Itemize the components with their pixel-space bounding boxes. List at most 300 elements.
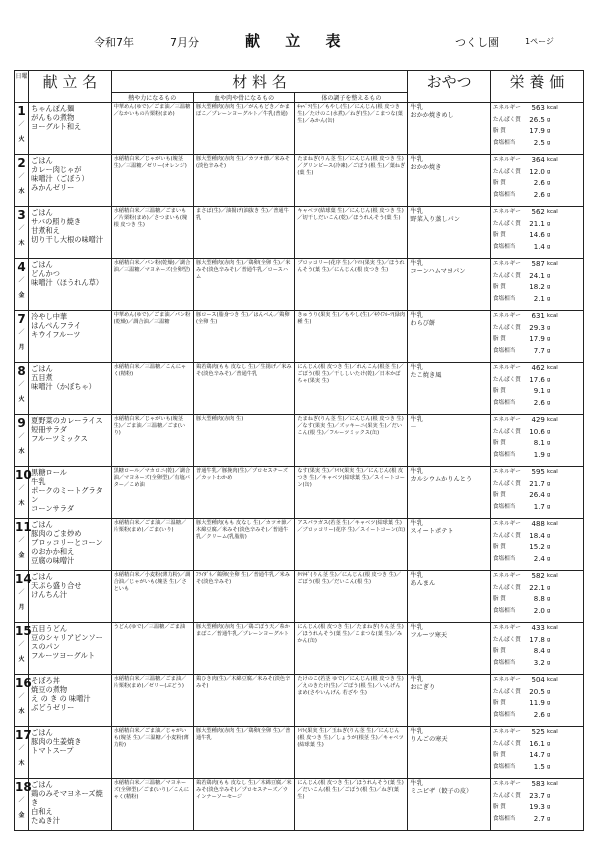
day-row	[15, 519, 584, 571]
ingredients-yellow: ﾌﾗｲﾀﾞﾈ／鶏卵(全卵 生)／普通牛乳／米みそ(淡色辛みそ)	[194, 571, 295, 623]
day-cell	[15, 571, 32, 623]
nutrient-label: エネルギー	[492, 365, 521, 371]
dish-name: ごはん	[31, 260, 53, 269]
nutrient-unit: g	[546, 804, 551, 810]
nutrient-unit: g	[546, 272, 551, 279]
nutrient-value: 19.3	[529, 803, 545, 811]
nutrient-row	[491, 623, 583, 635]
nutrient-unit: g	[546, 232, 551, 238]
dish-name: 豆腐の味噌汁	[31, 556, 75, 565]
nutrient-label: エネルギー	[492, 157, 521, 163]
nutrient-value: 17.9	[529, 335, 545, 343]
nutrient-unit: g	[546, 544, 551, 550]
nutrition-cell	[490, 623, 583, 675]
nutrient-value: 8.4	[533, 647, 545, 655]
ingredients-green: なす(果実 生)／ﾄﾏﾄ(果実 生)／にんじん(根 皮つき 生)／キャベツ(結球葉 生)／スイートコーン(缶)	[295, 467, 408, 519]
nutrient-label: 食塩相当	[492, 399, 516, 406]
day-number: 3	[17, 208, 26, 222]
nutrition-cell	[490, 519, 583, 571]
nutrient-label: たんぱく質	[492, 792, 521, 799]
day-number: 1	[17, 104, 26, 118]
nutrient-label: 脂 質	[492, 440, 506, 446]
day-row	[15, 623, 584, 675]
dish-name: がんもの煮物	[31, 113, 75, 122]
nutrition-cell	[490, 311, 583, 363]
nutrient-label: たんぱく質	[492, 688, 521, 695]
nutrient-value: 8.8	[533, 595, 545, 603]
col-header-day: 日曜	[15, 71, 29, 103]
nutrient-row	[491, 531, 583, 543]
nutrient-value: 16.1	[529, 739, 545, 748]
nutrient-row	[491, 646, 583, 658]
nutrient-unit: kcal	[546, 677, 558, 683]
nutrient-row	[491, 363, 583, 375]
day-row	[15, 207, 584, 259]
day-number: 18	[15, 780, 32, 794]
dish-name: ごはん	[31, 156, 53, 165]
nutrient-row	[491, 467, 583, 479]
nutrient-unit: g	[546, 659, 551, 666]
dish-name: サバの照り焼き	[31, 217, 82, 226]
nutrient-label: 食塩相当	[492, 555, 516, 562]
nutrient-label: 食塩相当	[492, 191, 516, 198]
dish-name: 黒糖ロール	[31, 468, 67, 477]
dish-name: ごはん	[31, 208, 53, 217]
nutrient-value: 1.9	[533, 450, 545, 459]
ingredients-green: キャベツ(結球葉 生)／にんじん(根 皮つき 生)／切干しだいこん(乾)／ほうれんそう(葉 生)	[295, 207, 408, 259]
ingredients-green: たけのこ(若茎 ゆで)／にんじん(根 皮つき 生)／えのきたけ(生)／ごぼう(根 生)／いんげんまめ(さやいんげん 若ざや 生)	[295, 675, 408, 727]
dish-name: キウイフルーツ	[31, 330, 81, 339]
nutrient-unit: g	[546, 388, 551, 394]
nutrient-value: 14.7	[529, 751, 545, 759]
nutrient-row	[491, 155, 583, 167]
weekday: 月	[18, 604, 25, 611]
nutrient-value: 595	[531, 468, 545, 476]
nutrition-cell	[490, 155, 583, 207]
nutrient-unit: g	[546, 596, 551, 602]
nutrient-value: 11.9	[529, 699, 545, 707]
dish-name: コーンサラダ	[31, 504, 75, 513]
nutrient-label: エネルギー	[492, 781, 521, 787]
nutrition-cell	[490, 415, 583, 467]
dish-name: 味噌汁（ごぼう）	[31, 174, 89, 183]
nutrient-unit: kcal	[546, 209, 558, 215]
dish-cell	[29, 675, 111, 727]
ingredients-red: 黒糖ロール／マカロニ(乾)／調合油／マヨネーズ(全卵型)／有塩バター／こめ油	[111, 467, 193, 519]
dish-cell	[29, 571, 111, 623]
nutrition-cell	[490, 571, 583, 623]
nutrient-value: 18.2	[529, 283, 545, 291]
nutrient-label: エネルギー	[492, 573, 521, 579]
nutrient-unit: g	[546, 700, 551, 706]
ingredients-green: ｷｬﾍﾞﾂ(生)／もやし(生)／にんじん(根 皮つき 生)／たけのこ(水煮)／ねぎ(生)／こまつな(葉 生)／みかん(缶)	[295, 103, 408, 155]
nutrient-value: 1.4	[533, 242, 545, 251]
dish-name: 白和え	[31, 807, 53, 816]
nutrient-label: たんぱく質	[492, 480, 521, 487]
nutrient-row	[491, 282, 583, 294]
nutrient-row	[491, 814, 583, 826]
day-cell	[15, 727, 32, 779]
day-separator: ／	[18, 277, 25, 284]
nutrient-value: 2.6	[533, 179, 545, 187]
nutrient-row	[491, 178, 583, 190]
nutrient-row	[491, 750, 583, 762]
nutrient-label: 脂 質	[492, 388, 506, 394]
nutrient-value: 8.1	[533, 439, 545, 447]
day-row	[15, 675, 584, 727]
nutrient-label: エネルギー	[492, 417, 521, 423]
nutrient-unit: g	[546, 532, 551, 539]
nutrient-unit: g	[546, 376, 551, 383]
nutrient-unit: g	[546, 555, 551, 562]
nutrient-value: 15.2	[529, 543, 545, 551]
dish-name: ぶどうゼリー	[31, 703, 75, 712]
nutrient-row	[491, 259, 583, 271]
ingredients-red: 水稲精白米／小麦粉(薄力粉)／調合油／じゃがいも(塊茎 生)／さといも	[111, 571, 193, 623]
weekday: 月	[18, 344, 25, 351]
nutrient-value: 562	[531, 208, 545, 216]
nutrient-label: たんぱく質	[492, 532, 521, 539]
nutrient-row	[491, 415, 583, 427]
nutrient-unit: g	[546, 688, 551, 695]
nutrient-label: エネルギー	[492, 313, 521, 319]
nutrient-row	[491, 346, 583, 358]
dish-name: 豚肉のごま炒め	[31, 529, 82, 538]
ingredients-yellow: 鶏若鶏肉(もも 皮なし 生)／木綿豆腐／米みそ(淡色辛みそ)／プロセスチーズ／ウインナーソーセージ	[194, 779, 295, 831]
nutrient-value: 2.7	[533, 814, 545, 823]
ingredients-yellow: 豚大型種肉(赤肉 生)／鶏卵(全卵 生)／普通牛乳	[194, 727, 295, 779]
dish-name: けんちん汁	[31, 590, 68, 599]
snack-cell: 牛乳 おかか焼きめし	[408, 103, 490, 155]
day-separator: ／	[18, 433, 25, 440]
weekday: 木	[18, 500, 25, 507]
snack-cell: 牛乳 フルーツ寒天	[408, 623, 490, 675]
nutrient-label: 脂 質	[492, 284, 506, 290]
nutrient-unit: kcal	[546, 625, 558, 631]
nutrient-label: たんぱく質	[492, 272, 521, 279]
day-cell	[15, 311, 29, 363]
nutrient-value: 20.5	[529, 687, 545, 696]
nutrient-row	[491, 583, 583, 595]
nutrient-unit: kcal	[546, 365, 558, 371]
ingredients-yellow: 豚ロース(脂身つき 生)／はんぺん／鶏卵(全卵 生)	[194, 311, 295, 363]
ingredients-red: 水稲精白米／ごま油／じゃがいも(塊茎 生)／三温糖／小麦粉(薄力粉)	[111, 727, 193, 779]
nutrient-row	[491, 375, 583, 387]
snack-cell: 牛乳 あんまん	[408, 571, 490, 623]
nutrient-unit: g	[546, 347, 551, 354]
nutrient-value: 525	[531, 728, 545, 736]
nutrient-value: 631	[531, 312, 545, 320]
nutrient-row	[491, 219, 583, 231]
ingredients-yellow: 鶏若鶏肉(もも 皮なし 生)／生揚げ／米みそ(淡色辛みそ)／普通牛乳	[194, 363, 295, 415]
nutrient-unit: g	[546, 220, 551, 227]
nutrient-row	[491, 727, 583, 739]
nutrient-unit: kcal	[546, 729, 558, 735]
nutrient-unit: g	[546, 128, 551, 134]
dish-name: 夏野菜のカレーライス	[31, 416, 103, 425]
day-separator: ／	[18, 745, 25, 752]
nutrient-unit: g	[546, 139, 551, 146]
nutrient-row	[491, 115, 583, 127]
dish-cell	[29, 779, 111, 831]
dish-cell	[29, 727, 111, 779]
nutrient-row	[491, 242, 583, 254]
dish-cell	[29, 363, 111, 415]
nutrient-value: 17.8	[529, 635, 545, 644]
snack-cell: 牛乳 スイートポテト	[408, 519, 490, 571]
day-cell	[15, 519, 32, 571]
nutrient-unit: kcal	[546, 573, 558, 579]
col-header-snack: おやつ	[408, 71, 490, 103]
ingredients-green: にんじん(根 皮つき 生)／れんこん(根茎 生)／ごぼう(根 生)／干ししいたけ(乾)／日本かぼちゃ(果実 生)	[295, 363, 408, 415]
dish-name: 冷やし中華	[31, 312, 68, 321]
nutrient-row	[491, 450, 583, 462]
nutrient-unit: g	[546, 503, 551, 510]
nutrient-label: 食塩相当	[492, 659, 516, 666]
nutrient-label: 食塩相当	[492, 607, 516, 614]
nutrient-row	[491, 779, 583, 791]
ingredients-red: 水稲精白米／三温糖／マヨネーズ(全卵型)／ごま(いり)／こんにゃく(精粉)	[111, 779, 193, 831]
day-number: 7	[17, 312, 26, 326]
nutrient-label: たんぱく質	[492, 376, 521, 383]
day-number: 9	[17, 416, 26, 430]
nutrient-value: 7.7	[533, 346, 545, 355]
nutrient-row	[491, 710, 583, 722]
nutrient-row	[491, 675, 583, 687]
day-cell	[15, 675, 32, 727]
nutrient-row	[491, 490, 583, 502]
nutrient-unit: g	[546, 284, 551, 290]
nutrient-row	[491, 167, 583, 179]
day-row	[15, 415, 584, 467]
dish-name: え の き の 味噌汁	[31, 694, 91, 703]
nutrient-row	[491, 103, 583, 115]
day-row	[15, 103, 584, 155]
nutrient-unit: g	[546, 492, 551, 498]
nutrient-value: 2.1	[533, 294, 545, 303]
ingredients-yellow: 豚大型種肉(赤肉 生)／鶏卵(全卵 生)／米みそ(淡色辛みそ)／普通牛乳／ロースハム	[194, 259, 295, 311]
nutrient-row	[491, 791, 583, 803]
dish-name: 豚肉の生姜焼き	[31, 737, 82, 746]
dish-name: 鶏のみそマヨネーズ焼き	[31, 789, 103, 807]
ingredients-yellow: 豚大型種肉(赤肉 生)／鶏ごぼう天／糸かまぼこ／普通牛乳／プレーンヨーグルト	[194, 623, 295, 675]
nutrient-row	[491, 334, 583, 346]
snack-cell: 牛乳 野菜入り蒸しパン	[408, 207, 490, 259]
day-row	[15, 259, 584, 311]
nutrient-label: 食塩相当	[492, 139, 516, 146]
nutrient-value: 17.6	[529, 375, 545, 384]
nutrient-value: 583	[531, 780, 545, 788]
nutrient-value: 587	[531, 260, 545, 268]
nutrient-label: 脂 質	[492, 648, 506, 654]
weekday: 木	[18, 760, 25, 767]
dish-cell	[29, 207, 111, 259]
ingredients-yellow: 豚大型種肉(赤肉 生)／カツオ節／米みそ(淡色辛みそ)	[194, 155, 295, 207]
nutrient-unit: kcal	[546, 105, 558, 111]
day-separator: ／	[18, 485, 25, 492]
day-cell	[15, 259, 29, 311]
day-cell	[15, 363, 29, 415]
day-row	[15, 363, 584, 415]
nutrient-label: 脂 質	[492, 804, 506, 810]
era-label: 令和7年	[94, 36, 134, 49]
day-number: 2	[17, 156, 26, 170]
nutrient-label: エネルギー	[492, 261, 521, 267]
day-number: 16	[15, 676, 32, 690]
nutrition-cell	[490, 467, 583, 519]
snack-cell: 牛乳 たこ焼き風	[408, 363, 490, 415]
nutrient-value: 17.9	[529, 127, 545, 135]
nutrient-unit: g	[546, 116, 551, 123]
dish-cell	[29, 415, 111, 467]
nutrient-row	[491, 438, 583, 450]
day-cell	[15, 155, 29, 207]
snack-cell: 牛乳 りんごの寒天	[408, 727, 490, 779]
snack-cell: 牛乳 おにぎり	[408, 675, 490, 727]
nutrient-label: 脂 質	[492, 336, 506, 342]
weekday: 金	[18, 552, 25, 559]
nutrient-label: 脂 質	[492, 700, 506, 706]
nutrient-unit: g	[546, 451, 551, 458]
nutrition-cell	[490, 259, 583, 311]
nutrient-row	[491, 739, 583, 751]
dish-name: ごはん	[31, 780, 53, 789]
nutrient-row	[491, 271, 583, 283]
nutrient-row	[491, 398, 583, 410]
day-cell	[15, 207, 29, 259]
dish-name: ポークのミートグラタン	[31, 486, 103, 504]
nutrient-label: 食塩相当	[492, 763, 516, 770]
nutrient-unit: kcal	[546, 469, 558, 475]
col-header-ingredients: 材 料 名	[111, 71, 408, 93]
ingredients-green: たまねぎ(りん茎 生)／にんじん(根 皮つき 生)／グリンピース(冷凍)／ごぼう(根 生)／葉ねぎ(葉 生)	[295, 155, 408, 207]
ingredients-red: 水稲精白米／三温糖／ごまいも／片栗粉(まめ)／さつまいも(塊根 皮つき 生)	[111, 207, 193, 259]
weekday: 木	[18, 240, 25, 247]
nutrient-value: 433	[531, 624, 545, 632]
ingredients-red: 中華めん(ゆで)／ごま油／三温糖／なかいもの片栗粉(まめ)	[111, 103, 193, 155]
ingredients-yellow: 普通牛乳／豚挽肉(生)／プロセスチーズ／カットわかめ	[194, 467, 295, 519]
nutrient-unit: g	[546, 243, 551, 250]
nutrient-row	[491, 386, 583, 398]
day-number: 11	[15, 520, 32, 534]
nutrient-label: 脂 質	[492, 232, 506, 238]
nutrient-row	[491, 698, 583, 710]
nutrient-label: たんぱく質	[492, 740, 521, 747]
weekday: 火	[18, 396, 25, 403]
dish-name: 天ぷら盛り合せ	[31, 581, 82, 590]
nutrient-label: エネルギー	[492, 209, 521, 215]
nutrient-label: 食塩相当	[492, 347, 516, 354]
day-row	[15, 727, 584, 779]
nutrient-label: 食塩相当	[492, 243, 516, 250]
nutrient-row	[491, 138, 583, 150]
nutrition-cell	[490, 103, 583, 155]
nutrient-unit: g	[546, 295, 551, 302]
dish-name: 五目うどん	[31, 624, 68, 633]
dish-name: フルーツヨーグルト	[31, 651, 96, 660]
ingredients-red: 水稲精白米／三温糖／こんにゃく(精粉)	[111, 363, 193, 415]
nutrient-label: 脂 質	[492, 544, 506, 550]
dish-cell	[29, 259, 111, 311]
dish-name: 豆のシャリアピンソースのパン	[31, 633, 103, 651]
col-header-nutrition: 栄 養 価	[490, 71, 583, 103]
nutrition-cell	[490, 207, 583, 259]
nutrient-value: 26.5	[529, 115, 545, 124]
nutrient-value: 504	[531, 676, 545, 684]
ingredients-green: ﾀﾏﾈｷﾞ(りん茎 生)／にんじん(根 皮つき 生)／ごぼう(根 生)／だいこん(根 生)	[295, 571, 408, 623]
ingredients-yellow: まさば(生)／油揚げ(油抜き 生)／普通牛乳	[194, 207, 295, 259]
nutrient-label: たんぱく質	[492, 636, 521, 643]
day-row	[15, 155, 584, 207]
nutrient-value: 22.1	[529, 583, 545, 592]
page-header	[0, 0, 595, 70]
dish-cell	[29, 467, 111, 519]
nutrient-unit: kcal	[546, 417, 558, 423]
nutrient-value: 429	[531, 416, 545, 424]
dish-name: ヨーグルト和え	[31, 122, 82, 131]
nutrient-label: 脂 質	[492, 596, 506, 602]
nutrient-value: 2.5	[533, 138, 545, 147]
nutrient-value: 21.1	[529, 219, 545, 228]
nutrient-label: 食塩相当	[492, 295, 516, 302]
ingredients-green: にんじん(根 皮つき 生)／たまねぎ(りん茎 生)／ほうれんそう(葉 生)／こまつな(葉 生)／みかん(缶)	[295, 623, 408, 675]
snack-cell: 牛乳 わらび餅	[408, 311, 490, 363]
ingredients-yellow: 豚大型種肉(赤肉 生)／がんもどき／かまぼこ／プレーンヨーグルト／牛乳(普通)	[194, 103, 295, 155]
nutrient-value: 10.6	[529, 427, 545, 436]
ingredients-red: 水稲精白米／じゃがいも(塊茎 生)／三温糖／ゼリー(オレンジ)	[111, 155, 193, 207]
nutrient-label: 脂 質	[492, 128, 506, 134]
nutrient-value: 364	[531, 156, 545, 164]
weekday: 金	[18, 292, 25, 299]
nutrient-unit: g	[546, 740, 551, 747]
page-title: 献 立 表	[245, 32, 351, 50]
day-separator: ／	[18, 693, 25, 700]
dish-name: フルーツミックス	[31, 434, 88, 443]
nutrient-unit: kcal	[546, 157, 558, 163]
dish-name: はんぺんフライ	[31, 321, 82, 330]
day-separator: ／	[18, 537, 25, 544]
nutrient-unit: g	[546, 191, 551, 198]
nutrient-unit: g	[546, 180, 551, 186]
nutrient-unit: g	[546, 399, 551, 406]
nutrient-unit: kcal	[546, 521, 558, 527]
ingredients-green: アスパラガス(若茎 生)／キャベツ(結球葉 生)／ブロッコリー(花序 生)／スイートコーン(缶)	[295, 519, 408, 571]
weekday: 水	[18, 188, 25, 195]
snack-cell: 牛乳 カルシウムかりんとう	[408, 467, 490, 519]
ingredients-red: 水稲精白米／パン粉(乾燥)／調合油／三温糖／マヨネーズ(全卵型)	[111, 259, 193, 311]
nutrient-label: エネルギー	[492, 625, 521, 631]
dish-name: どんかつ	[31, 269, 60, 278]
ingredients-green: きゅうり(果実 生)／もやし(生)／ｷｳｲﾌﾙｰﾂ(緑肉種 生)	[295, 311, 408, 363]
weekday: 水	[18, 448, 25, 455]
nutrient-value: 1.5	[533, 762, 545, 771]
dish-name: みかんゼリー	[31, 183, 75, 192]
nutrient-label: エネルギー	[492, 105, 521, 111]
ingredients-red: 水稲精白米／じゃがいも(塊茎 生)／ごま油／三温糖／ごま(いり)	[111, 415, 193, 467]
nutrition-cell	[490, 779, 583, 831]
nutrition-cell	[490, 727, 583, 779]
col-header-menu: 献 立 名	[29, 71, 111, 103]
snack-cell: 牛乳 おかか焼き	[408, 155, 490, 207]
nutrient-unit: kcal	[546, 781, 558, 787]
ingredients-green: ﾄﾏﾄ(果実 生)／玉ねぎ(りん茎 生)／にんじん(根 皮つき 生)／しょうが(根茎 生)／キャベツ(結球葉 生)	[295, 727, 408, 779]
nutrient-value: 26.4	[529, 491, 545, 499]
nutrient-value: 488	[531, 520, 545, 528]
day-number: 15	[15, 624, 32, 638]
nutrient-unit: g	[546, 480, 551, 487]
day-separator: ／	[18, 225, 25, 232]
nutrient-unit: kcal	[546, 313, 558, 319]
